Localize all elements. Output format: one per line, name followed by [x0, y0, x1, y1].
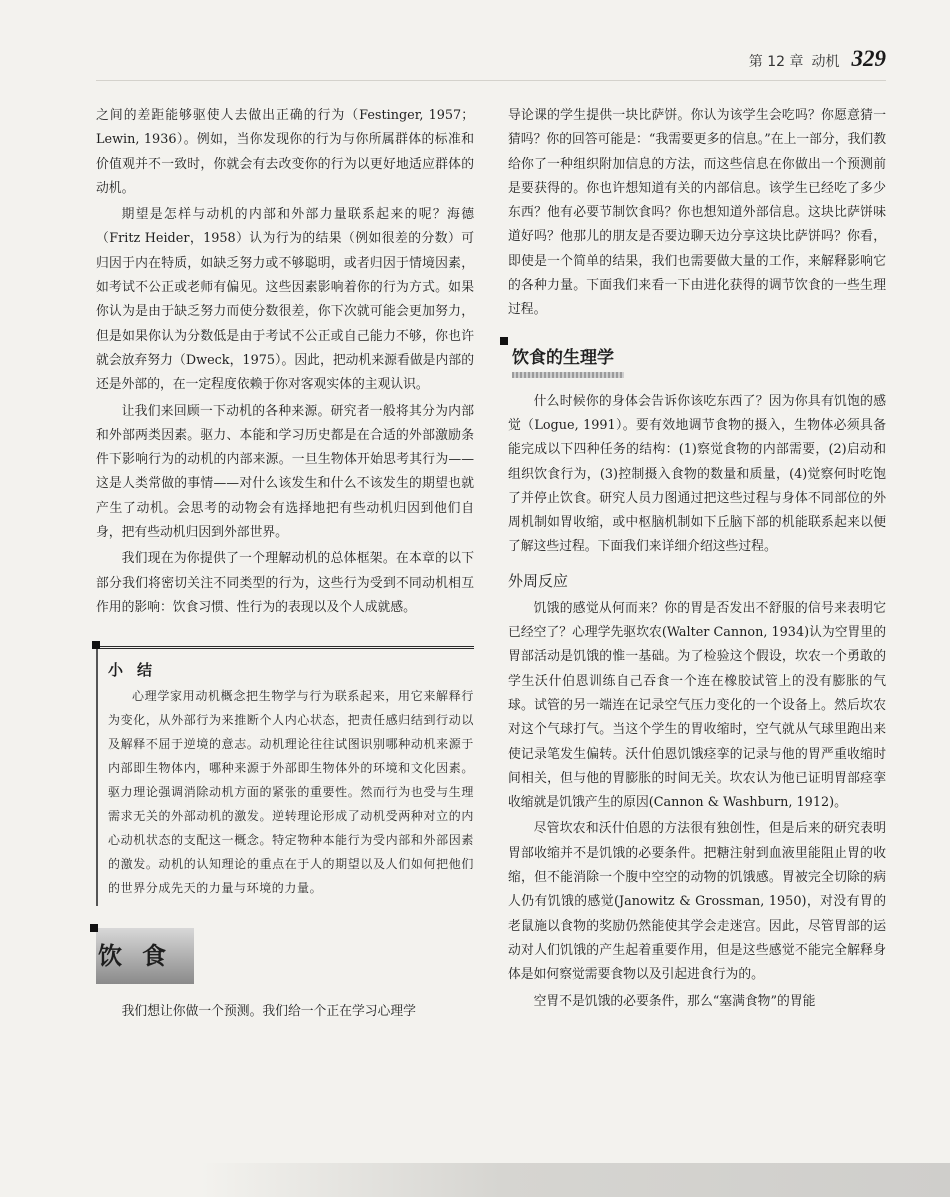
- body-paragraph: 我们现在为你提供了一个理解动机的总体框架。在本章的以下部分我们将密切关注不同类型的行为，这些行为受到不同动机相互作用的影响：饮食习惯、性行为的表现以及个人成就感。: [96, 551, 474, 615]
- header-divider: [96, 80, 886, 81]
- body-paragraph: 期望是怎样与动机的内部和外部力量联系起来的呢？海德（Fritz Heider，1958）认为行为的结果（例如很差的分数）可归因于内在特质，如缺乏努力或不够聪明，或者归因于情境因素，如考试不公正或老师有偏见。这些因素影响着你的行为方式。如果你认为是由于缺乏努力而使分数很差，你下次就可能会更加努力，但是如果你认为分数低是由于考试不公正或自己能力不够，你也许就会放弃努力（Dweck，1975）。因此，把动机来源看做是内部的还是外部的，在一定程度依赖于你对客观实体的主观认识。: [96, 207, 474, 393]
- section-heading-physiology: [508, 337, 886, 378]
- left-column: [96, 104, 474, 1027]
- body-paragraph: 什么时候你的身体会告诉你该吃东西了？因为你具有饥饱的感觉（Logue, 1991）。要有效地调节食物的摄入，生物体必须具备能完成以下四种任务的结构：(1)察觉食物的内部需要，(2)启动和组织饮食行为，(3)控制摄入食物的数量和质量，(4)觉察何时吃饱了并停止饮食。研究人员力图通过把这些过程与身体不同部位的外周机制如胃收缩，或中枢脑机制如下丘脑下部的机能联系起来以便了解这些过程。下面我们来详细介绍这些过程。: [508, 393, 886, 555]
- body-paragraph: 导论课的学生提供一块比萨饼。你认为该学生会吃吗？你愿意猜一猜吗？你的回答可能是：“我需要更多的信息。”在上一部分，我们教给你了一种组织附加信息的方法，而这些信息在你做出一个预测前是要获得的。你也许想知道有关的内部信息。该学生已经吃了多少东西？他有必要节制饮食吗？你也想知道外部信息。这块比萨饼味道好吗？他那儿的朋友是否要边聊天边分享这块比萨饼吗？你看，即使是一个简单的结果，我们也需要做大量的工作，来解释影响它的各种力量。下面我们来看一下由进化获得的调节饮食的一些生理过程。: [508, 108, 886, 318]
- chapter-name: 动机: [811, 54, 840, 70]
- body-paragraph: 空胃不是饥饿的必要条件，那么“塞满食物”的胃能: [533, 993, 816, 1009]
- summary-text: 心理学家用动机概念把生物学与行为联系起来，用它来解释行为变化，从外部行为来推断个人内心状态，把责任感归结到行动以及解释不屈于逆境的意志。动机理论往往试图识别哪种动机来源于内部即生物体内，哪种来源于外部即生物体外的环境和文化因素。驱力理论强调消除动机方面的紧张的重要性。然而行为也受与生理需求无关的外部动机的激发。逆转理论形成了动机受两种对立的内心动机状态的支配这一概念。特定物种本能行为受内部和外部因素的激发。动机的认知理论的重点在于人的期望以及人们如何把他们的世界分成先天的力量与环境的力量。: [108, 689, 474, 896]
- page-number: 329: [851, 46, 886, 71]
- section-heading-text: 饮食的生理学: [512, 347, 614, 368]
- summary-box: [96, 646, 474, 906]
- section-marker: [500, 337, 508, 345]
- body-paragraph: 让我们来回顾一下动机的各种来源。研究者一般将其分为内部和外部两类因素。驱力、本能和学习历史都是在合适的外部激励条件下影响行为的动机的内部来源。一旦生物体开始思考其行为——这是人类常做的事情——对什么该发生和什么不该发生的期望也就产生了动机。会思考的动物会有选择地把有些动机归因到他们自身，把有些动机归因到外部世界。: [96, 403, 474, 541]
- body-paragraph: 尽管坎农和沃什伯恩的方法很有独创性，但是后来的研究表明胃部收缩并不是饥饿的必要条件。把糖注射到血液里能阻止胃的收缩，但不能消除一个腹中空空的动物的饥饿感。胃被完全切除的病人仍有饥饿的感觉(Janowitz & Grossman, 1950)，对没有胃的老鼠施以食物的奖励仍然能使其学会走迷宫。因此，尽管胃部的运动对人们饥饿的产生起着重要作用，但是这些感觉不能完全解释身体是如何察觉需要食物以及引起进食行为的。: [508, 821, 886, 983]
- heading-underline: [512, 372, 624, 378]
- scan-shadow: [200, 1163, 950, 1197]
- body-paragraph: 之间的差距能够驱使人去做出正确的行为（Festinger, 1957；Lewin, 1936）。例如，当你发现你的行为与你所属群体的标准和价值观并不一致时，你就会有去改变你的行为以更好地适应群体的动机。: [96, 108, 474, 196]
- page-header: [749, 46, 886, 72]
- body-paragraph: 饥饿的感觉从何而来？你的胃是否发出不舒服的信号来表明它已经空了？心理学先驱坎农(Walter Cannon, 1934)认为空胃里的胃部活动是饥饿的惟一基础。为了检验这个假设，坎农一个勇敢的学生沃什伯恩训练自己吞食一个连在橡胶试管上的没有膨胀的气球。试管的另一端连在记录空气压力变化的一个设备上。然后坎农对这个气球打气。当这个学生的胃收缩时，空气就从气球里跑出来使记录笔发生偏转。沃什伯恩饥饿痉挛的记录与他的胃严重收缩时间相关，但与他的胃膨胀的时间无关。坎农认为他已证明胃部痉挛收缩就是饥饿产生的原因(Cannon & Washburn, 1912)。: [508, 600, 886, 811]
- section-marker: [90, 924, 98, 932]
- right-column: [508, 104, 886, 1016]
- chapter-label: 第 12 章: [748, 54, 804, 70]
- summary-title: 小结: [108, 661, 167, 680]
- section-title-eating: [96, 928, 194, 984]
- body-paragraph: 我们想让你做一个预测。我们给一个正在学习心理学: [121, 1004, 416, 1020]
- subheading-peripheral: 外周反应: [508, 571, 569, 590]
- section-title-text: 饮食: [98, 941, 186, 971]
- summary-marker: [92, 641, 100, 649]
